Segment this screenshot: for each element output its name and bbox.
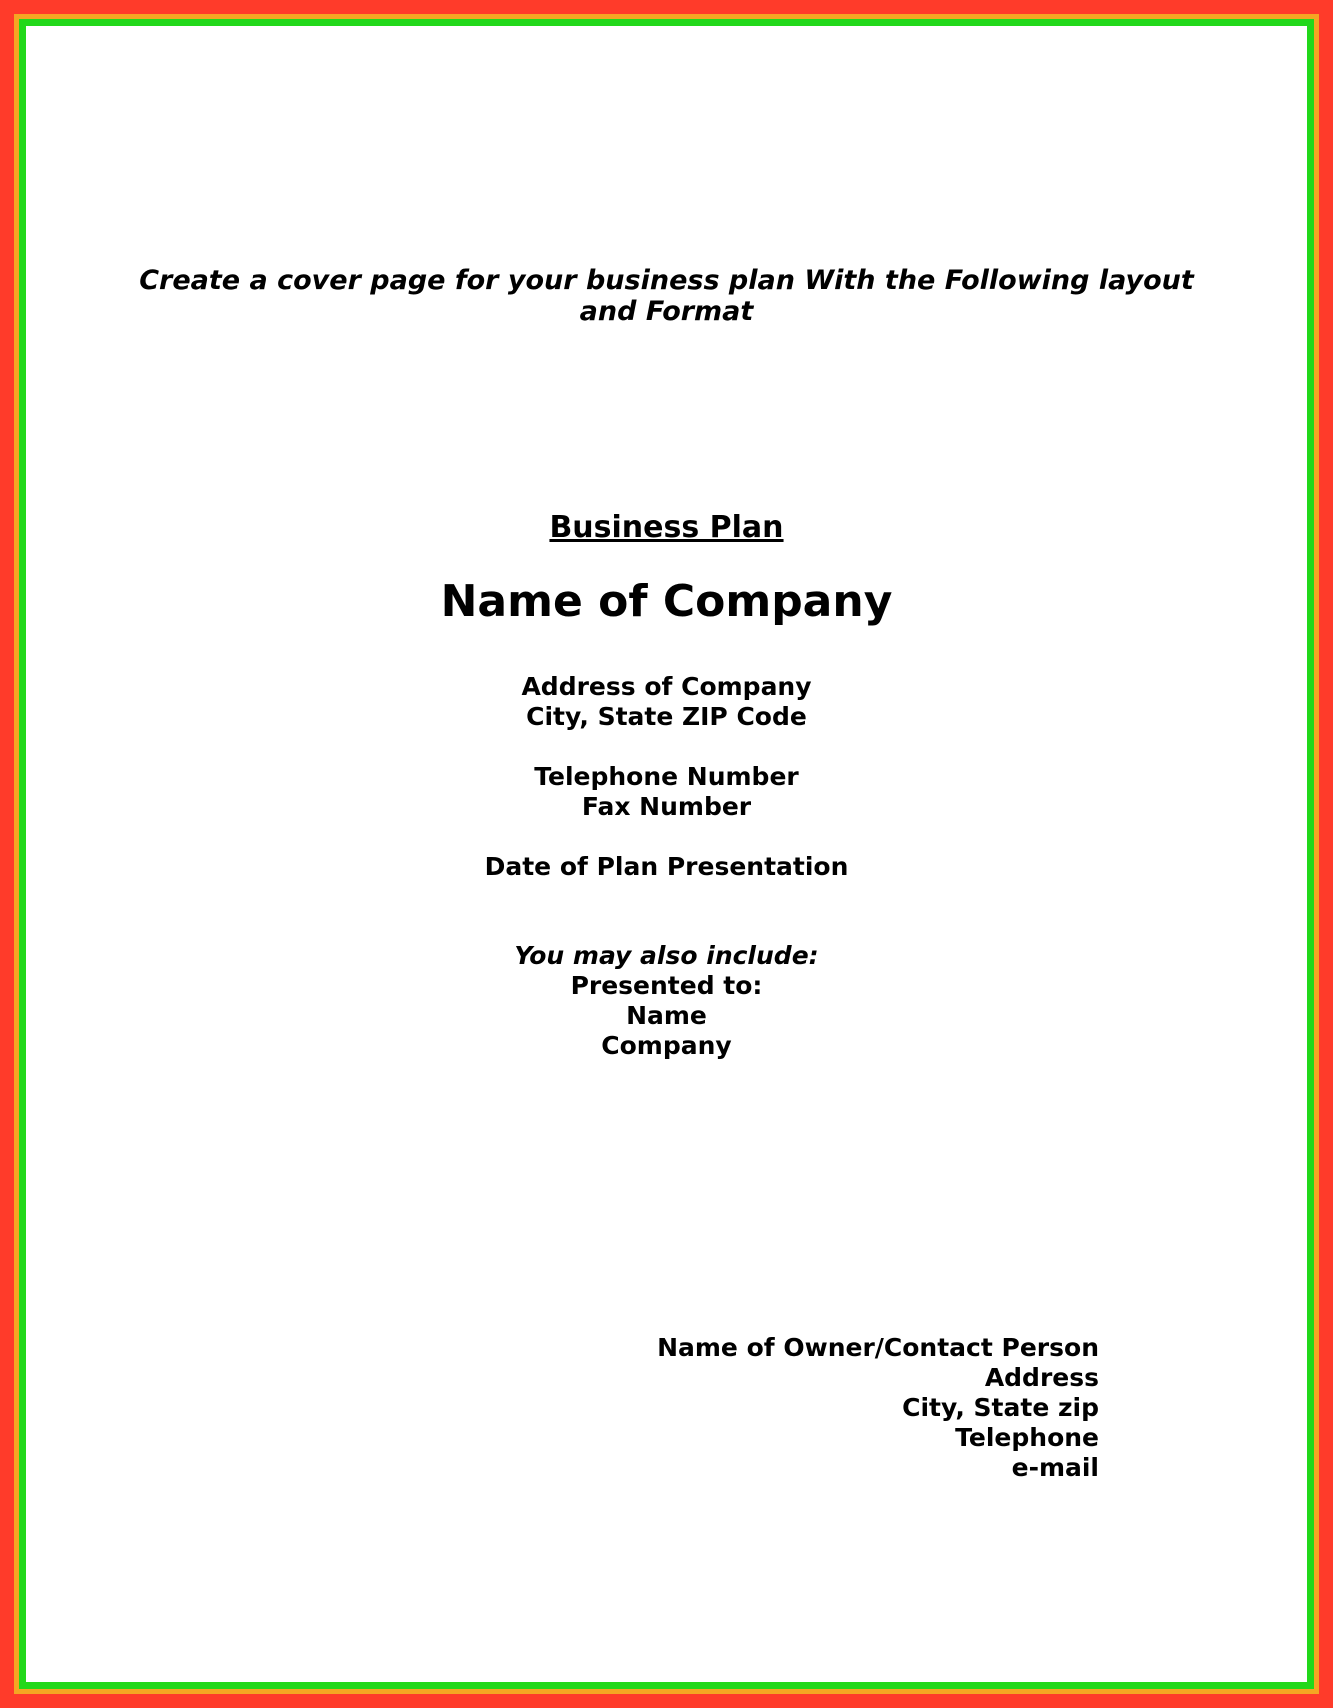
optional-heading: You may also include: — [514, 941, 819, 970]
contact-telephone: Telephone — [955, 1423, 1099, 1452]
company-city-state-zip: City, State ZIP Code — [526, 702, 807, 731]
contact-owner: Name of Owner/Contact Person — [657, 1333, 1099, 1362]
contact-block — [657, 1333, 1099, 1483]
optional-section — [26, 941, 1307, 1061]
company-details — [26, 672, 1307, 882]
contact-email: e-mail — [1011, 1453, 1099, 1482]
company-telephone: Telephone Number — [534, 762, 799, 791]
instruction-line-1: Create a cover page for your business plan With the Following layout — [139, 265, 1194, 296]
spacer — [26, 822, 1307, 852]
plan-date: Date of Plan Presentation — [484, 852, 849, 881]
contact-address: Address — [984, 1363, 1099, 1392]
business-plan-heading: Business Plan — [549, 510, 784, 545]
instruction-text — [26, 265, 1307, 327]
company-name-title: Name of Company — [440, 576, 893, 627]
contact-city-state-zip: City, State zip — [902, 1393, 1099, 1422]
presented-to-label: Presented to: — [570, 971, 763, 1000]
spacer — [26, 732, 1307, 762]
company-fax: Fax Number — [581, 792, 752, 821]
presented-to-name: Name — [626, 1001, 707, 1030]
presented-to-company: Company — [601, 1031, 732, 1060]
company-address: Address of Company — [521, 672, 812, 701]
instruction-line-2: and Format — [579, 296, 754, 327]
cover-page — [26, 26, 1307, 1682]
